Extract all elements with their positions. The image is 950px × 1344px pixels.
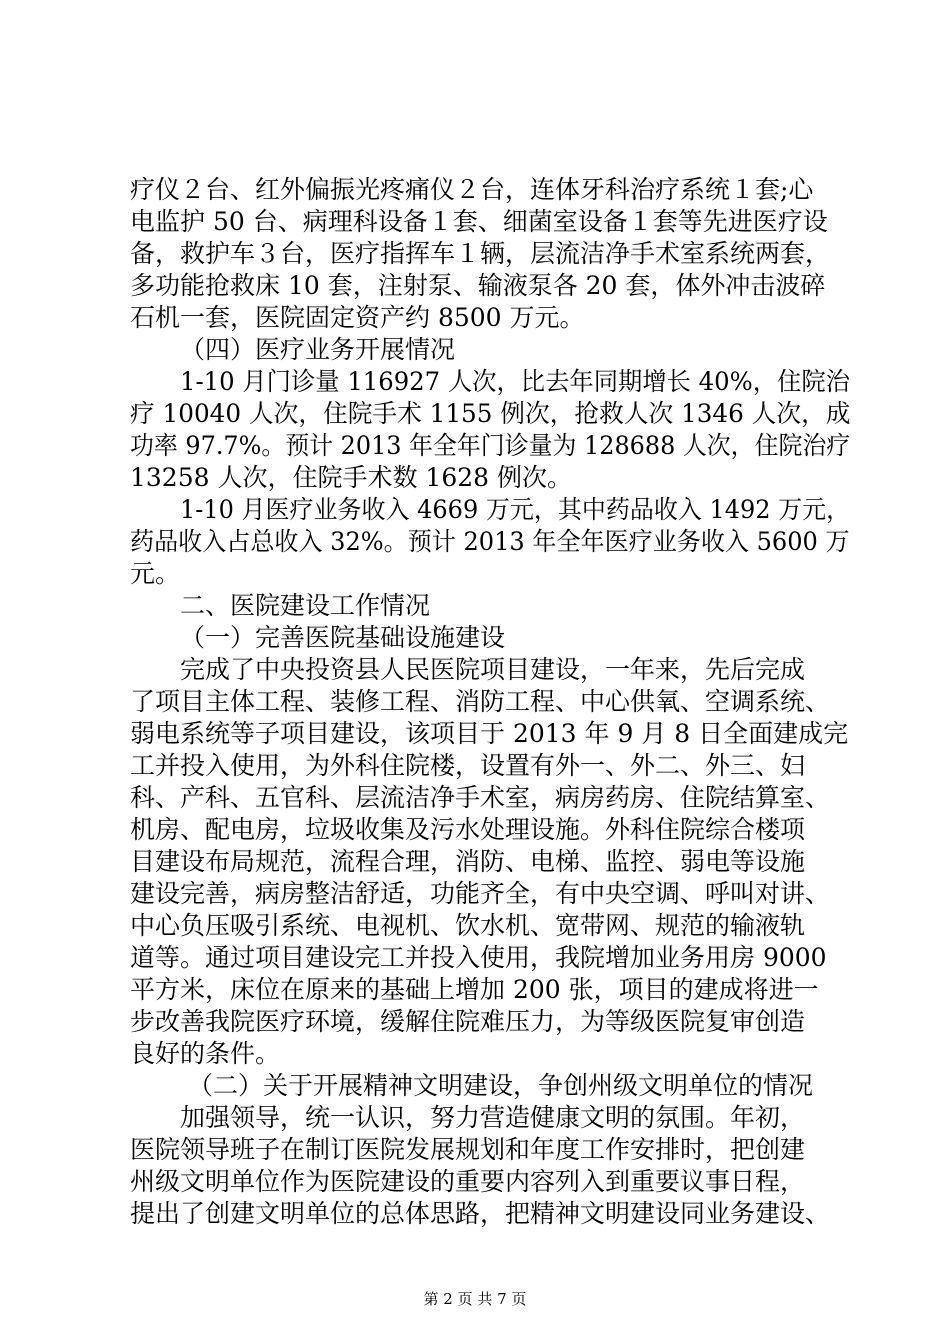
subsection-heading: （一）完善医院基础设施建设 [180, 623, 506, 652]
paragraph-line: 建设完善，病房整洁舒适，功能齐全，有中央空调、呼叫对讲、 [130, 879, 831, 908]
paragraph-line: 科、产科、五官科、层流洁净手术室，病房药房、住院结算室、 [130, 783, 831, 812]
paragraph-line: 完成了中央投资县人民医院项目建设，一年来，先后完成 [180, 655, 806, 684]
paragraph-line: 良好的条件。 [130, 1039, 281, 1068]
paragraph-line: 电监护 50 台、病理科设备１套、细菌室设备１套等先进医疗设 [130, 207, 828, 236]
paragraph-line: 工并投入使用，为外科住院楼，设置有外一、外二、外三、妇 [130, 751, 806, 780]
paragraph-line: 多功能抢救床 10 套，注射泵、输液泵各 20 套，体外冲击波碎 [130, 271, 826, 300]
paragraph-line: 加强领导，统一认识，努力营造健康文明的氛围。年初， [180, 1103, 806, 1132]
section-heading: （四）医疗业务开展情况 [180, 335, 456, 364]
paragraph-line: 目建设布局规范，流程合理，消防、电梯、监控、弱电等设施 [130, 847, 806, 876]
paragraph-line: 机房、配电房，垃圾收集及污水处理设施。外科住院综合楼项 [130, 815, 806, 844]
section-heading: 二、医院建设工作情况 [180, 591, 431, 620]
paragraph-line: 弱电系统等子项目建设，该项目于 2013 年 9 月 8 日全面建成完 [130, 719, 849, 748]
paragraph-line: 疗 10040 人次，住院手术 1155 例次，抢救人次 1346 人次，成 [130, 399, 851, 428]
paragraph-line: 中心负压吸引系统、电视机、饮水机、宽带网、规范的输液轨 [130, 911, 806, 940]
subsection-heading: （二）关于开展精神文明建设，争创州级文明单位的情况 [188, 1071, 814, 1100]
paragraph-line: 13258 人次，住院手术数 1628 例次。 [130, 463, 572, 492]
paragraph-line: 备，救护车３台，医疗指挥车１辆，层流洁净手术室系统两套， [130, 239, 831, 268]
paragraph-line: 药品收入占总收入 32%。预计 2013 年全年医疗业务收入 5600 万 [130, 527, 850, 556]
paragraph-line: 步改善我院医疗环境，缓解住院难压力，为等级医院复审创造 [130, 1007, 806, 1036]
paragraph-line: 了项目主体工程、装修工程、消防工程、中心供氧、空调系统、 [130, 687, 831, 716]
paragraph-line: 元。 [130, 559, 181, 588]
paragraph-line: 功率 97.7%。预计 2013 年全年门诊量为 128688 人次，住院治疗 [130, 431, 851, 460]
paragraph-line: 石机一套，医院固定资产约 8500 万元。 [130, 303, 585, 332]
paragraph-line: 州级文明单位作为医院建设的重要内容列入到重要议事日程， [130, 1167, 806, 1196]
page-footer: 第 2 页 共 7 页 [423, 1290, 527, 1308]
paragraph-line: 提出了创建文明单位的总体思路，把精神文明建设同业务建设、 [130, 1199, 831, 1228]
paragraph-line: 1-10 月门诊量 116927 人次，比去年同期增长 40%，住院治 [180, 367, 850, 396]
paragraph-line: 1-10 月医疗业务收入 4669 万元，其中药品收入 1492 万元， [180, 495, 851, 524]
paragraph-line: 道等。通过项目建设完工并投入使用，我院增加业务用房 9000 [130, 943, 827, 972]
paragraph-line: 疗仪２台、红外偏振光疼痛仪２台，连体牙科治疗系统１套;心 [130, 175, 814, 204]
paragraph-line: 平方米，床位在原来的基础上增加 200 张，项目的建成将进一 [130, 975, 819, 1004]
paragraph-line: 医院领导班子在制订医院发展规划和年度工作安排时，把创建 [130, 1135, 806, 1164]
